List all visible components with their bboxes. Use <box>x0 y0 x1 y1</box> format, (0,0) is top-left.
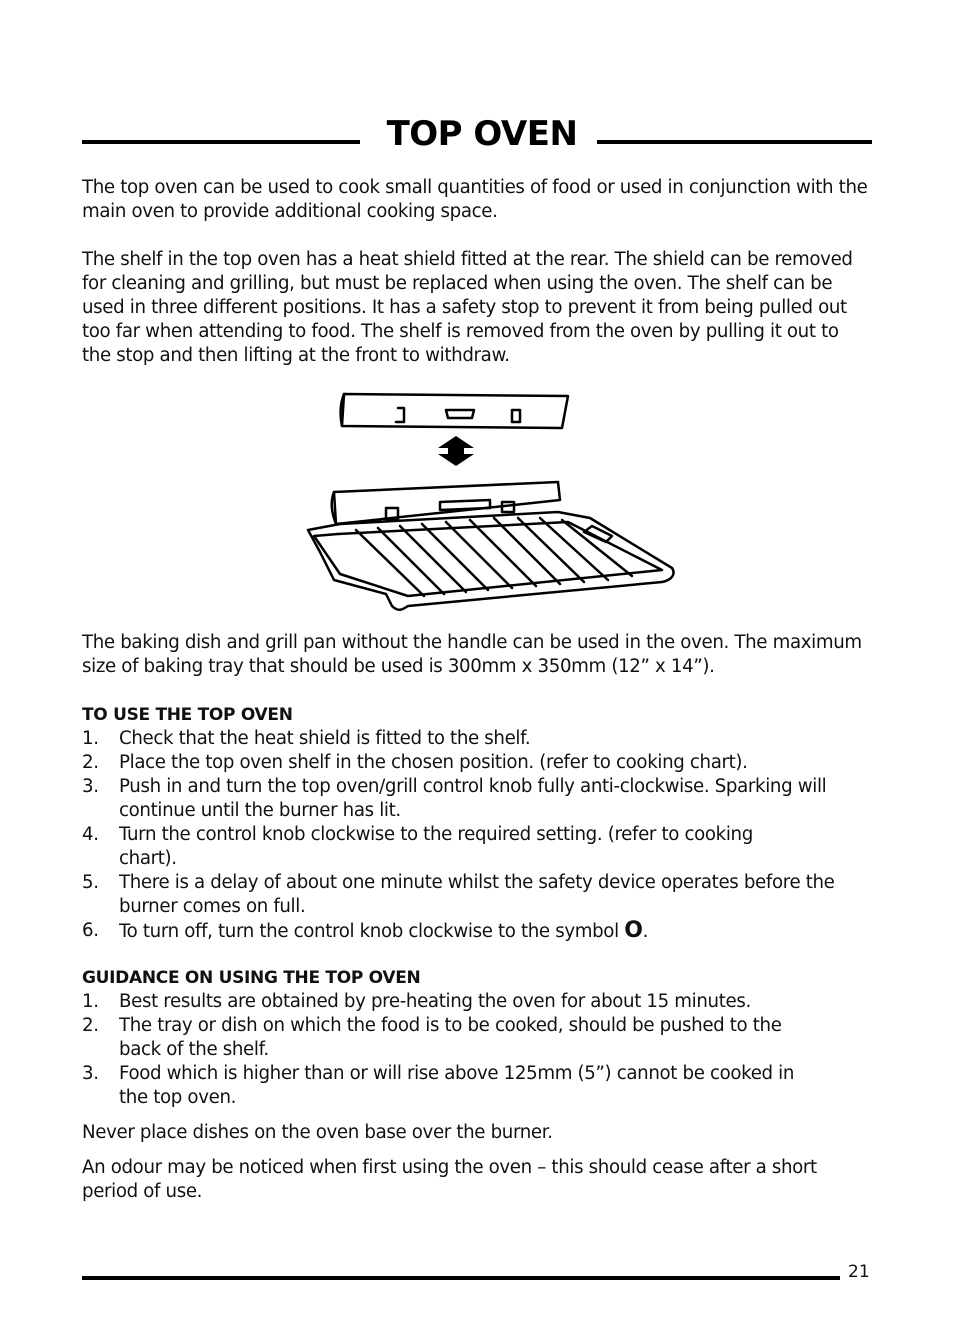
list-item: 3. Push in and turn the top oven/grill control knob fully anti-clockwise. Sparking will continue until the burner has lit. <box>82 776 827 821</box>
use-steps-list <box>82 727 872 944</box>
double-arrow-icon <box>438 436 474 466</box>
baking-dish-paragraph: The baking dish and grill pan without the handle can be used in the oven. The maximum size of baking tray that should be used is 300mm x 350mm (12” x 14”). <box>82 632 862 677</box>
guidance-section-heading: GUIDANCE ON USING THE TOP OVEN <box>82 968 421 988</box>
list-item: 2. Place the top oven shelf in the chosen position. (refer to cooking chart). <box>82 752 748 773</box>
intro-paragraph-1: The top oven can be used to cook small quantities of food or used in conjunction with the main oven to provide additional cooking space. <box>82 177 868 222</box>
guidance-list <box>82 990 872 1110</box>
shelf-heat-shield-illustration <box>300 384 680 616</box>
off-symbol: O <box>624 918 643 943</box>
page-number: 21 <box>848 1262 870 1282</box>
footer-rule <box>82 1276 840 1280</box>
use-section-heading: TO USE THE TOP OVEN <box>82 705 293 725</box>
title-rule-left <box>82 140 360 144</box>
title-row <box>82 112 872 160</box>
list-item: 2. The tray or dish on which the food is to be cooked, should be pushed to the back of the shelf. <box>82 1015 782 1060</box>
closing-paragraph-2: An odour may be noticed when first using the oven – this should cease after a short period of use. <box>82 1157 817 1202</box>
list-item: 1. Best results are obtained by pre-heating the oven for about 15 minutes. <box>82 991 751 1012</box>
page-title: TOP OVEN <box>386 114 578 154</box>
list-item: 5. There is a delay of about one minute whilst the safety device operates before the burner comes on full. <box>82 872 835 917</box>
list-item: 1. Check that the heat shield is fitted to the shelf. <box>82 728 531 749</box>
list-item: 3. Food which is higher than or will rise above 125mm (5”) cannot be cooked in the top oven. <box>82 1063 795 1108</box>
list-item: 4. Turn the control knob clockwise to the required setting. (refer to cooking chart). <box>82 824 753 869</box>
list-item: 6. To turn off, turn the control knob clockwise to the symbol O. <box>82 918 649 943</box>
closing-paragraph-1: Never place dishes on the oven base over the burner. <box>82 1122 553 1143</box>
intro-paragraph-2: The shelf in the top oven has a heat shield fitted at the rear. The shield can be removed for cleaning and grilling, but must be replaced when using the oven. The shelf can be used in three different positions. It has a safety stop to prevent it from being pulled out too far when attending to food. The shelf is removed from the oven by pulling it out to the stop and then lifting at the front to withdraw. <box>82 249 853 366</box>
title-rule-right <box>597 140 872 144</box>
